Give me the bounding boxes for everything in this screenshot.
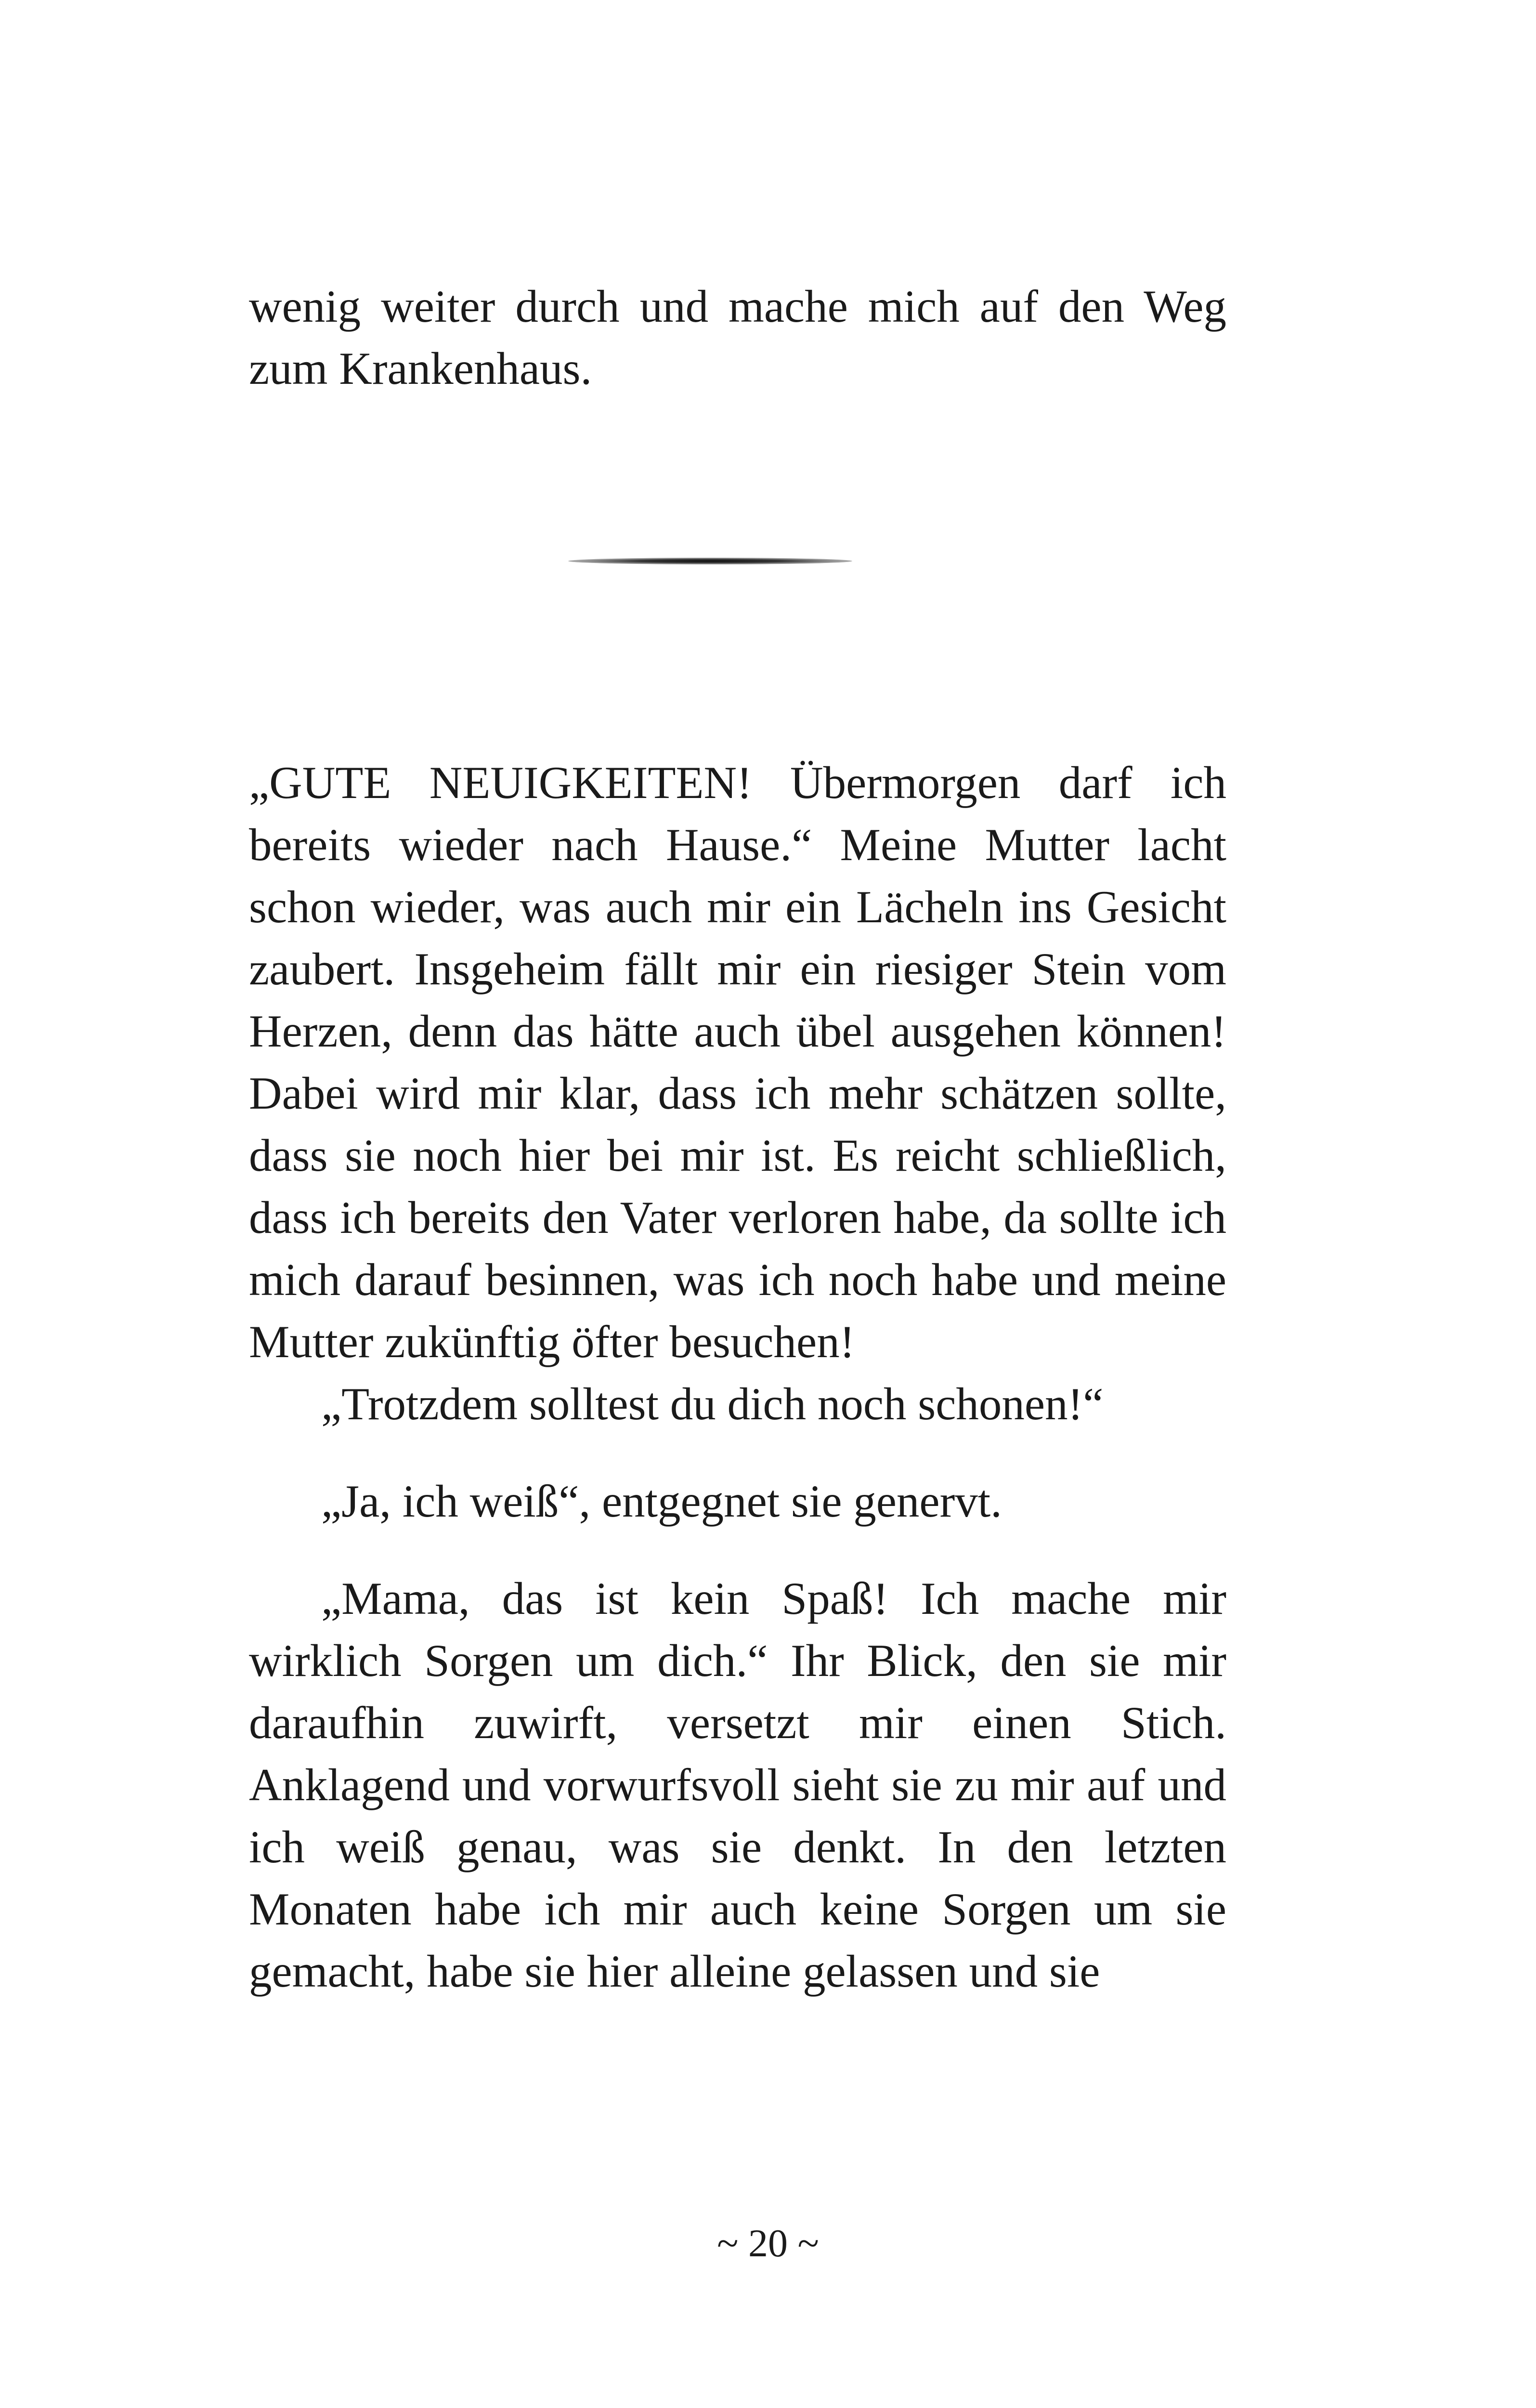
paragraph: „Trotzdem solltest du dich noch schonen!“ bbox=[321, 1378, 1104, 1429]
paragraph: „GUTE NEUIGKEITEN! Übermorgen darf ich bereits wieder nach Hause.“ Meine Mutter lacht schon wieder, was auch mir ein Lächeln ins Gesicht zaubert. Insgeheim fällt mir ein riesiger Stein vom Herzen, denn das hätte auch übel ausgehen können! Dabei wird mir klar, dass ich mehr schätzen sollte, dass sie noch hier bei mir ist. Es reicht schließlich, dass ich bereits den Vater verloren habe, da sollte ich mich darauf besinnen, was ich noch habe und meine Mutter zukünftig öfter besuchen! bbox=[249, 757, 1226, 1367]
paragraph: wenig weiter durch und mache mich auf den Weg zum Krankenhaus. bbox=[249, 281, 1226, 394]
text-block-main bbox=[249, 752, 1226, 2002]
text-block-top bbox=[249, 275, 1226, 400]
paragraph: „Ja, ich weiß“, entgegnet sie genervt. bbox=[321, 1476, 1002, 1527]
scene-break-divider bbox=[568, 558, 852, 564]
page-number: ~ 20 ~ bbox=[717, 2221, 819, 2265]
paragraph: „Mama, das ist kein Spaß! Ich mache mir wirklich Sorgen um dich.“ Ihr Blick, den sie mir daraufhin zuwirft, versetzt mir einen Stich. Anklagend und vorwurfsvoll sieht sie zu mir auf und ich weiß genau, was sie denkt. In den letzten Monaten habe ich mir auch keine Sorgen um sie gemacht, habe sie hier alleine gelassen und sie bbox=[249, 1573, 1226, 1997]
